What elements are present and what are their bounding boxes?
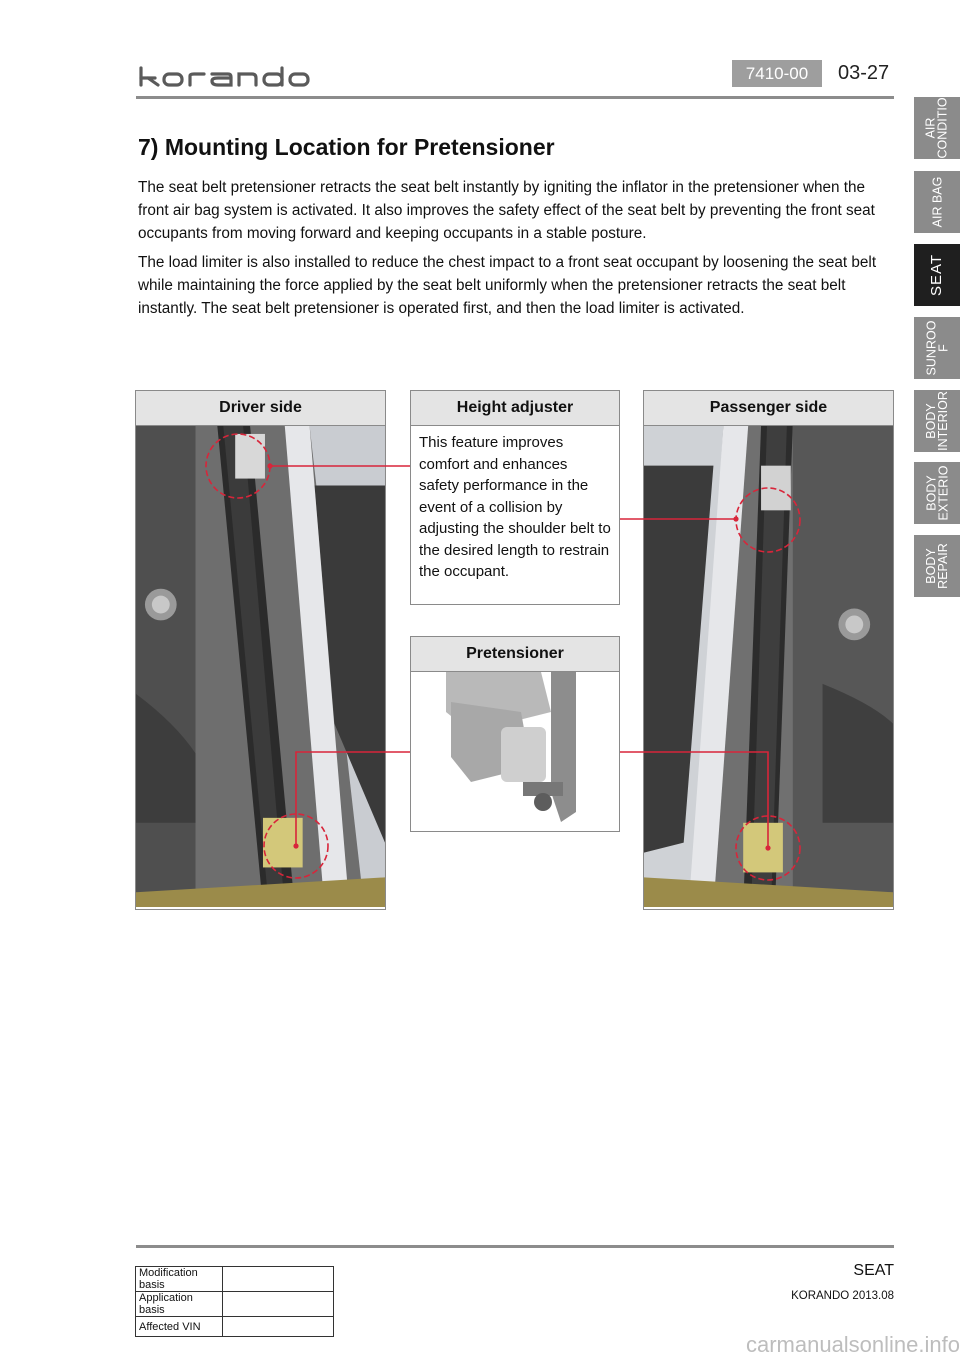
tab-label: BODY REPAIR	[924, 543, 950, 589]
driver-height-adjuster-callout	[206, 434, 270, 498]
application-basis-value	[223, 1292, 334, 1317]
table-row	[136, 1292, 334, 1317]
height-adjuster-title: Height adjuster	[411, 391, 619, 426]
passenger-pretensioner-leader	[620, 752, 768, 848]
footer-section-name: SEAT	[853, 1262, 894, 1279]
table-row	[136, 1267, 334, 1292]
passenger-height-adjuster-callout	[736, 488, 800, 552]
driver-pretensioner-leader	[296, 752, 410, 846]
modification-basis-value	[223, 1267, 334, 1292]
footer-model-date: KORANDO 2013.08	[791, 1290, 894, 1302]
page-number: 03-27	[838, 62, 890, 84]
load-limiter-paragraph: The load limiter is also installed to reduce the chest impact to a front seat occupant by loosening the seat belt while maintaining the force applied by the seat belt uniformly when the pretensioner retracts the seat belt instantly. The seat belt pretensioner is operated first, and then the load limiter is activated.	[138, 254, 877, 317]
tab-label: BODY EXTERIO	[924, 465, 950, 521]
footer-divider	[136, 1245, 894, 1248]
tab-label: AIR CONDITIO	[924, 97, 951, 159]
modification-basis-label: Modification basis	[136, 1267, 223, 1292]
section-title: 7) Mounting Location for Pretensioner	[138, 134, 555, 160]
driver-side-title: Driver side	[136, 391, 385, 426]
watermark-text: carmanualsonline.info	[745, 1332, 960, 1357]
pretensioner-title: Pretensioner	[411, 637, 619, 672]
tab-label: BODY INTERIOR	[924, 391, 951, 451]
tab-label: SUNROO F	[924, 320, 950, 376]
tab-label: AIR BAG	[930, 176, 944, 228]
section-code: 7410-00	[732, 60, 822, 87]
passenger-side-title: Passenger side	[644, 391, 893, 426]
watermark	[0, 1332, 960, 1358]
application-basis-label: Application basis	[136, 1292, 223, 1317]
tab-label: SEAT	[927, 253, 945, 297]
height-adjuster-description: This feature improves comfort and enhances safety performance in the event of a collision by adjusting the shoulder belt to the desired length to restrain the occupant.	[419, 434, 611, 580]
affected-vin-label: Affected VIN	[136, 1317, 223, 1337]
revision-table	[135, 1266, 334, 1337]
intro-paragraph: The seat belt pretensioner retracts the seat belt instantly by igniting the inflator in the pretensioner when the front air bag system is activated. It also improves the safety effect of the seat belt by preventing the front seat occupants from moving forward and keeping occupants in a stable posture.	[138, 179, 875, 242]
